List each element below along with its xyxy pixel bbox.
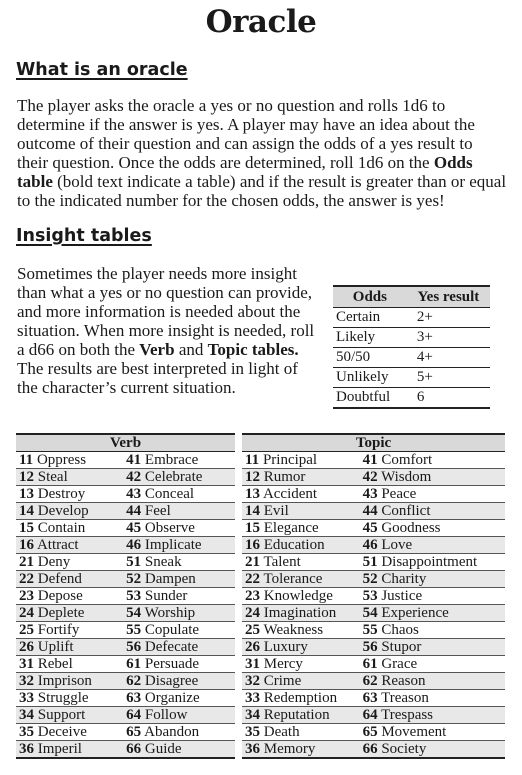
topic-roll-number: 14: [245, 503, 260, 519]
topic-word: Rumor: [263, 469, 306, 485]
verb-roll-number: 21: [19, 554, 34, 570]
verb-word: Abandon: [144, 724, 200, 740]
verb-table-ref: Verb: [139, 340, 175, 359]
verb-roll-number: 55: [126, 622, 142, 638]
verb-word: Observe: [144, 520, 195, 536]
verb-word: Organize: [144, 690, 200, 706]
topic-row: [242, 673, 505, 690]
verb-word: Uplift: [37, 639, 74, 655]
verb-roll-number: 24: [19, 605, 34, 621]
insight-paragraph: Sometimes the player needs more insight than what a yes or no question can provide, and more information is needed about the situation. When more insight is needed, roll a d66 on both the Verb and Topic tables. The results are best interpreted in light of the character’s current situation.: [17, 264, 315, 397]
verb-roll-number: 36: [19, 741, 34, 757]
topic-cell: [242, 622, 360, 639]
verb-word: Rebel: [37, 656, 73, 672]
topic-cell: [360, 571, 505, 588]
verb-word: Guide: [144, 741, 182, 757]
topic-roll-number: 26: [245, 639, 260, 655]
topic-word: Grace: [381, 656, 418, 672]
verb-word: Deplete: [37, 605, 85, 621]
verb-row: [16, 656, 235, 673]
odds-label: Unlikely: [333, 368, 407, 388]
verb-cell: [16, 673, 123, 690]
verb-word: Depose: [37, 588, 83, 604]
topic-roll-number: 12: [245, 469, 260, 485]
topic-word: Talent: [263, 554, 301, 570]
verb-cell: [123, 639, 235, 656]
section-heading-oracle: What is an oracle: [16, 60, 188, 80]
topic-cell: [360, 605, 505, 622]
verb-roll-number: 12: [19, 469, 34, 485]
verb-cell: [16, 690, 123, 707]
verb-row: [16, 605, 235, 622]
topic-row: [242, 452, 505, 469]
topic-cell: [360, 503, 505, 520]
topic-cell: [360, 639, 505, 656]
topic-cell: [360, 588, 505, 605]
topic-cell: [360, 486, 505, 503]
verb-word: Struggle: [37, 690, 89, 706]
verb-word: Implicate: [144, 537, 202, 553]
topic-word: Trespass: [381, 707, 434, 723]
topic-word: Crime: [263, 673, 302, 689]
verb-cell: [123, 673, 235, 690]
verb-roll-number: 65: [126, 724, 142, 740]
verb-row: [16, 690, 235, 707]
topic-word: Imagination: [263, 605, 337, 621]
verb-word: Embrace: [144, 452, 199, 468]
odds-table-ref: Odds table: [17, 153, 473, 191]
topic-cell: [242, 469, 360, 486]
page-title: Oracle: [205, 4, 317, 40]
verb-roll-number: 61: [126, 656, 142, 672]
topic-word: Death: [263, 724, 300, 740]
verb-roll-number: 25: [19, 622, 34, 638]
topic-cell: [360, 724, 505, 741]
verb-roll-number: 54: [126, 605, 142, 621]
topic-roll-number: 62: [362, 673, 378, 689]
topic-roll-number: 23: [245, 588, 260, 604]
topic-row: [242, 707, 505, 724]
verb-cell: [123, 554, 235, 571]
verb-roll-number: 16: [19, 537, 34, 553]
verb-row: [16, 741, 235, 759]
topic-roll-number: 24: [245, 605, 260, 621]
verb-cell: [123, 486, 235, 503]
verb-cell: [123, 724, 235, 741]
topic-word: Conflict: [381, 503, 431, 519]
verb-word: Deny: [37, 554, 71, 570]
verb-roll-number: 34: [19, 707, 34, 723]
verb-cell: [16, 452, 123, 469]
verb-cell: [16, 639, 123, 656]
topic-roll-number: 15: [245, 520, 260, 536]
topic-cell: [242, 656, 360, 673]
yes-result-value: 6: [407, 388, 490, 409]
odds-row: [333, 328, 490, 348]
verb-word: Sunder: [144, 588, 188, 604]
verb-cell: [16, 520, 123, 537]
topic-word: Charity: [381, 571, 427, 587]
verb-word: Conceal: [144, 486, 195, 502]
topic-word: Knowledge: [263, 588, 333, 604]
topic-roll-number: 53: [362, 588, 378, 604]
verb-word: Celebrate: [144, 469, 203, 485]
verb-cell: [16, 605, 123, 622]
verb-roll-number: 22: [19, 571, 34, 587]
verb-cell: [16, 486, 123, 503]
verb-cell: [123, 656, 235, 673]
verb-roll-number: 11: [19, 452, 34, 468]
topic-cell: [242, 452, 360, 469]
topic-cell: [242, 673, 360, 690]
verb-cell: [123, 537, 235, 554]
topic-roll-number: 45: [362, 520, 378, 536]
yes-result-value: 2+: [407, 308, 490, 328]
topic-roll-number: 32: [245, 673, 260, 689]
verb-row: [16, 588, 235, 605]
topic-word: Evil: [263, 503, 289, 519]
topic-word: Luxury: [263, 639, 308, 655]
verb-word: Destroy: [37, 486, 86, 502]
verb-cell: [16, 554, 123, 571]
odds-label: Certain: [333, 308, 407, 328]
odds-label: Doubtful: [333, 388, 407, 409]
topic-row: [242, 605, 505, 622]
verb-word: Dampen: [144, 571, 196, 587]
topic-cell: [242, 486, 360, 503]
topic-word: Elegance: [263, 520, 319, 536]
verb-roll-number: 52: [126, 571, 142, 587]
verb-roll-number: 62: [126, 673, 142, 689]
topic-cell: [360, 707, 505, 724]
topic-table-header: Topic: [242, 434, 505, 452]
topic-word: Reason: [381, 673, 426, 689]
verb-word: Disagree: [144, 673, 199, 689]
yes-result-value: 5+: [407, 368, 490, 388]
verb-row: [16, 486, 235, 503]
topic-cell: [242, 520, 360, 537]
verb-cell: [123, 741, 235, 759]
topic-cell: [360, 673, 505, 690]
topic-cell: [242, 571, 360, 588]
topic-roll-number: 33: [245, 690, 260, 706]
verb-cell: [123, 588, 235, 605]
topic-word: Mercy: [263, 656, 303, 672]
verb-roll-number: 51: [126, 554, 142, 570]
verb-row: [16, 707, 235, 724]
verb-row: [16, 724, 235, 741]
topic-cell: [242, 503, 360, 520]
topic-word: Peace: [381, 486, 417, 502]
verb-roll-number: 13: [19, 486, 34, 502]
topic-word: Wisdom: [381, 469, 432, 485]
topic-cell: [360, 741, 505, 759]
topic-row: [242, 503, 505, 520]
verb-row: [16, 639, 235, 656]
verb-row: [16, 554, 235, 571]
topic-table-ref: Topic tables.: [207, 340, 299, 359]
verb-roll-number: 32: [19, 673, 34, 689]
verb-word: Support: [37, 707, 86, 723]
verb-roll-number: 26: [19, 639, 34, 655]
topic-word: Treason: [381, 690, 429, 706]
verb-word: Follow: [144, 707, 188, 723]
section-heading-insight: Insight tables: [16, 226, 152, 246]
topic-row: [242, 656, 505, 673]
topic-cell: [242, 588, 360, 605]
topic-roll-number: 52: [362, 571, 378, 587]
odds-label: 50/50: [333, 348, 407, 368]
verb-cell: [16, 741, 123, 759]
topic-roll-number: 41: [362, 452, 378, 468]
yes-result-value: 4+: [407, 348, 490, 368]
topic-roll-number: 64: [362, 707, 378, 723]
verb-cell: [16, 503, 123, 520]
topic-cell: [360, 452, 505, 469]
verb-roll-number: 23: [19, 588, 34, 604]
topic-row: [242, 639, 505, 656]
topic-word: Redemption: [263, 690, 338, 706]
verb-roll-number: 64: [126, 707, 142, 723]
topic-row: [242, 622, 505, 639]
odds-row: [333, 308, 490, 328]
verb-row: [16, 503, 235, 520]
topic-row: [242, 741, 505, 759]
topic-word: Memory: [263, 741, 316, 757]
verb-roll-number: 45: [126, 520, 142, 536]
verb-word: Contain: [37, 520, 86, 536]
verb-row: [16, 469, 235, 486]
verb-row: [16, 571, 235, 588]
verb-word: Imperil: [37, 741, 82, 757]
verb-word: Feel: [144, 503, 171, 519]
odds-row: [333, 388, 490, 409]
verb-row: [16, 452, 235, 469]
topic-roll-number: 51: [362, 554, 378, 570]
verb-roll-number: 66: [126, 741, 142, 757]
topic-cell: [360, 554, 505, 571]
verb-word: Defend: [37, 571, 82, 587]
verb-word: Develop: [37, 503, 89, 519]
topic-word: Movement: [381, 724, 447, 740]
odds-header: Odds: [333, 286, 407, 308]
topic-word: Society: [381, 741, 427, 757]
verb-cell: [123, 469, 235, 486]
oracle-paragraph: The player asks the oracle a yes or no question and rolls 1d6 to determine if the answer is yes. A player may have an idea about the outcome of their question and can assign the odds of a yes result to their question. Once the odds are determined, roll 1d6 on the Odds table (bold text indicate a table) and if the result is greater than or equal to the indicated number for the chosen odds, the answer is yes!: [17, 96, 507, 210]
odds-label: Likely: [333, 328, 407, 348]
topic-word: Stupor: [381, 639, 422, 655]
verb-row: [16, 537, 235, 554]
odds-row: [333, 348, 490, 368]
topic-roll-number: 13: [245, 486, 260, 502]
verb-word: Copulate: [144, 622, 200, 638]
verb-row: [16, 622, 235, 639]
yes-result-header: Yes result: [407, 286, 490, 308]
verb-roll-number: 44: [126, 503, 142, 519]
verb-roll-number: 56: [126, 639, 142, 655]
verb-cell: [16, 537, 123, 554]
verb-roll-number: 15: [19, 520, 34, 536]
verb-cell: [123, 707, 235, 724]
topic-roll-number: 25: [245, 622, 260, 638]
verb-word: Attract: [36, 537, 79, 553]
odds-row: [333, 368, 490, 388]
topic-row: [242, 690, 505, 707]
topic-row: [242, 724, 505, 741]
topic-cell: [360, 622, 505, 639]
topic-roll-number: 54: [362, 605, 378, 621]
yes-result-value: 3+: [407, 328, 490, 348]
topic-cell: [360, 469, 505, 486]
topic-roll-number: 35: [245, 724, 260, 740]
topic-roll-number: 43: [362, 486, 378, 502]
topic-roll-number: 34: [245, 707, 260, 723]
topic-cell: [242, 605, 360, 622]
verb-cell: [123, 605, 235, 622]
topic-roll-number: 31: [245, 656, 260, 672]
verb-roll-number: 14: [19, 503, 34, 519]
topic-cell: [242, 690, 360, 707]
topic-word: Principal: [262, 452, 318, 468]
verb-word: Sneak: [144, 554, 182, 570]
verb-table-header: Verb: [16, 434, 235, 452]
topic-cell: [360, 656, 505, 673]
topic-cell: [242, 537, 360, 554]
verb-row: [16, 520, 235, 537]
topic-cell: [360, 690, 505, 707]
topic-cell: [360, 537, 505, 554]
verb-roll-number: 31: [19, 656, 34, 672]
verb-cell: [123, 452, 235, 469]
verb-roll-number: 43: [126, 486, 142, 502]
topic-row: [242, 554, 505, 571]
odds-table: [333, 285, 490, 409]
topic-row: [242, 486, 505, 503]
verb-cell: [16, 656, 123, 673]
topic-cell: [242, 707, 360, 724]
verb-word: Worship: [144, 605, 196, 621]
verb-word: Deceive: [37, 724, 87, 740]
topic-cell: [242, 724, 360, 741]
topic-cell: [242, 741, 360, 759]
verb-cell: [16, 588, 123, 605]
topic-cell: [242, 554, 360, 571]
verb-cell: [123, 571, 235, 588]
topic-word: Experience: [381, 605, 449, 621]
topic-word: Comfort: [381, 452, 433, 468]
topic-word: Education: [263, 537, 325, 553]
topic-roll-number: 44: [362, 503, 378, 519]
topic-roll-number: 61: [362, 656, 378, 672]
topic-word: Disappointment: [381, 554, 478, 570]
verb-cell: [16, 571, 123, 588]
topic-roll-number: 65: [362, 724, 378, 740]
topic-roll-number: 66: [362, 741, 378, 757]
verb-roll-number: 42: [126, 469, 142, 485]
verb-cell: [16, 622, 123, 639]
topic-table: [242, 433, 505, 759]
verb-cell: [123, 622, 235, 639]
verb-roll-number: 53: [126, 588, 142, 604]
verb-cell: [123, 520, 235, 537]
verb-roll-number: 35: [19, 724, 34, 740]
topic-roll-number: 11: [245, 452, 260, 468]
topic-row: [242, 588, 505, 605]
topic-word: Reputation: [263, 707, 330, 723]
topic-row: [242, 469, 505, 486]
verb-roll-number: 63: [126, 690, 142, 706]
topic-word: Accident: [262, 486, 318, 502]
topic-roll-number: 36: [245, 741, 260, 757]
verb-word: Steal: [37, 469, 68, 485]
verb-word: Persuade: [144, 656, 200, 672]
verb-row: [16, 673, 235, 690]
topic-word: Tolerance: [263, 571, 323, 587]
verb-cell: [16, 707, 123, 724]
topic-word: Chaos: [381, 622, 419, 638]
topic-cell: [242, 639, 360, 656]
verb-word: Defecate: [144, 639, 199, 655]
verb-word: Fortify: [37, 622, 80, 638]
verb-roll-number: 46: [126, 537, 142, 553]
verb-cell: [16, 724, 123, 741]
topic-row: [242, 537, 505, 554]
topic-word: Weakness: [263, 622, 324, 638]
verb-word: Imprison: [37, 673, 92, 689]
topic-roll-number: 16: [245, 537, 260, 553]
verb-roll-number: 41: [126, 452, 142, 468]
topic-row: [242, 571, 505, 588]
topic-roll-number: 22: [245, 571, 260, 587]
topic-roll-number: 63: [362, 690, 378, 706]
verb-word: Oppress: [36, 452, 87, 468]
topic-cell: [360, 520, 505, 537]
topic-roll-number: 56: [362, 639, 378, 655]
verb-cell: [123, 503, 235, 520]
topic-word: Goodness: [381, 520, 441, 536]
verb-roll-number: 33: [19, 690, 34, 706]
topic-roll-number: 55: [362, 622, 378, 638]
topic-word: Justice: [381, 588, 423, 604]
topic-row: [242, 520, 505, 537]
verb-cell: [123, 690, 235, 707]
topic-roll-number: 42: [362, 469, 378, 485]
verb-cell: [16, 469, 123, 486]
verb-table: [16, 433, 235, 759]
topic-roll-number: 21: [245, 554, 260, 570]
topic-roll-number: 46: [362, 537, 378, 553]
topic-word: Love: [381, 537, 413, 553]
